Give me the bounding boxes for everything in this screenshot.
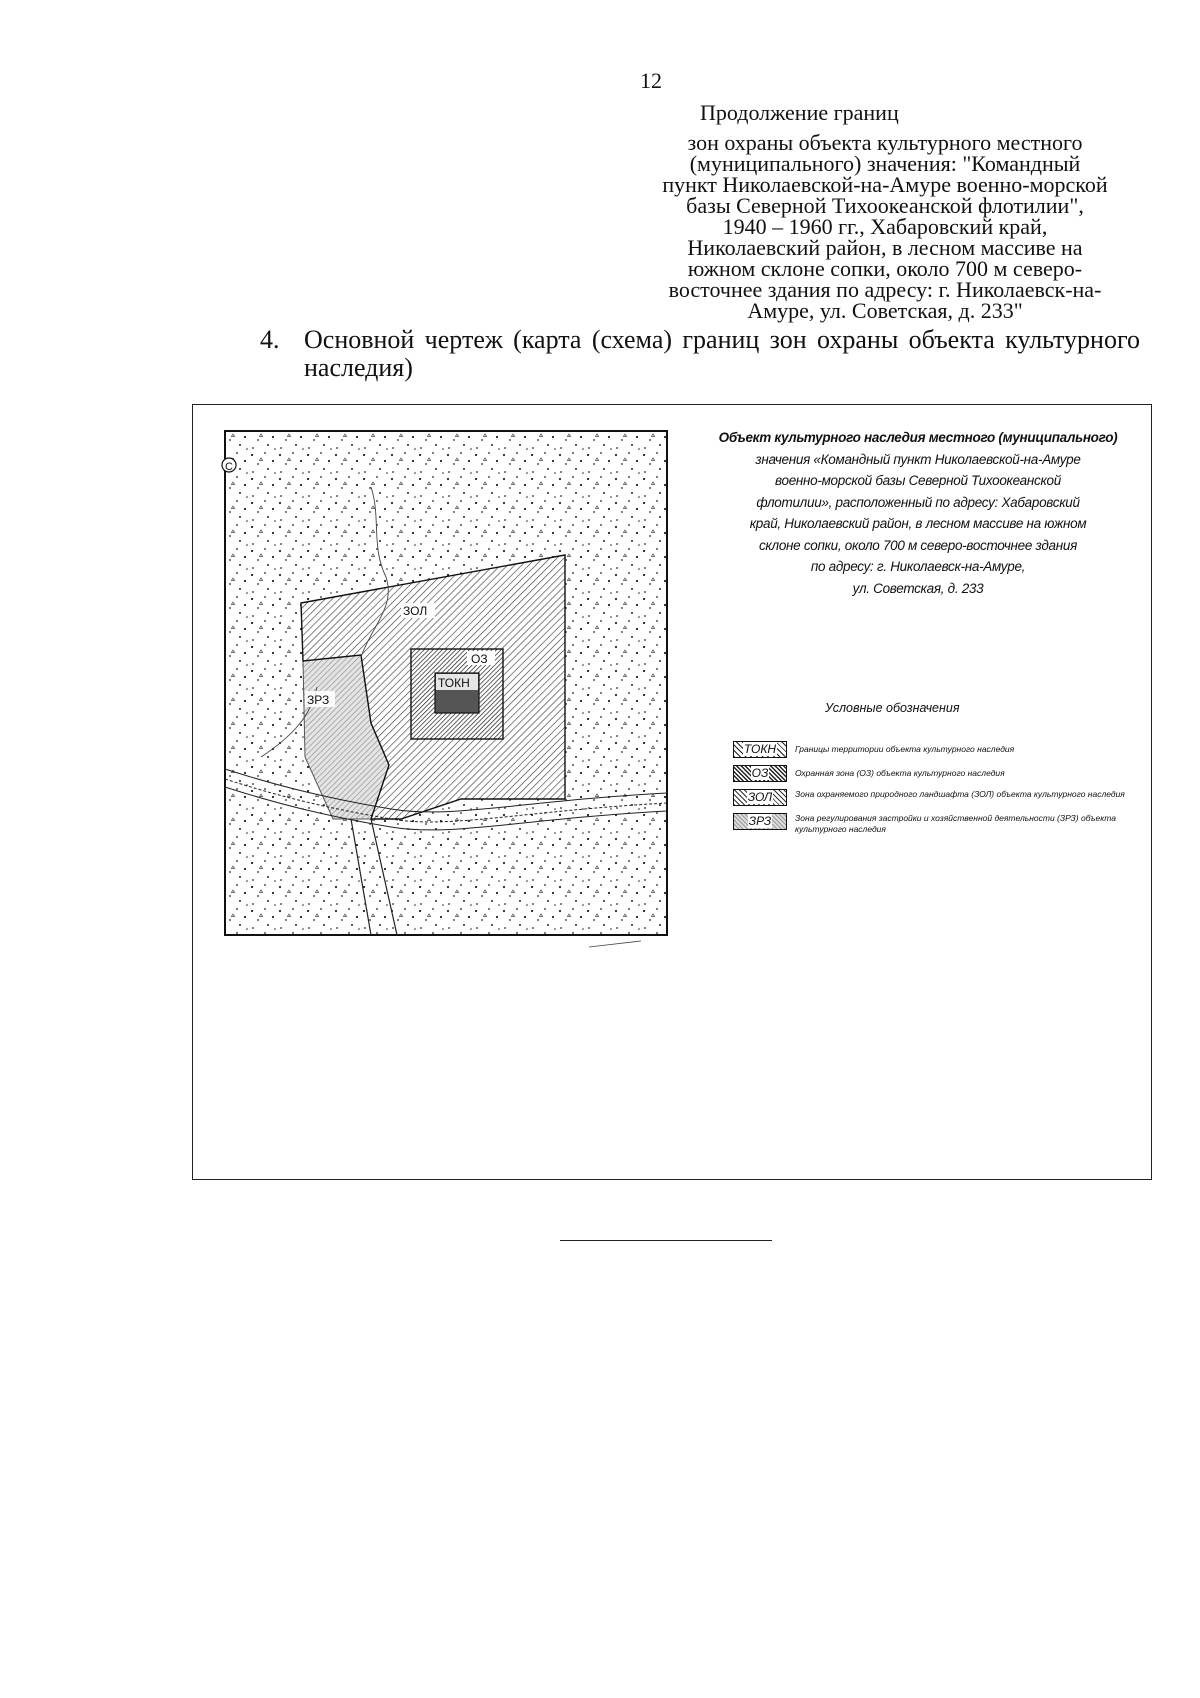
header-line: восточнее здания по адресу: г. Николаевск-на- [668,277,1102,302]
header-line: базы Северной Тихоокеанской флотилии", [686,193,1084,218]
legend-label: Зона регулирования застройки и хозяйственной деятельности (ЗРЗ) объекта культурного наследия [795,813,1117,834]
bottom-rule [560,1240,772,1241]
object-title-line: край, Николаевский район, в лесном массиве на южном [749,516,1087,531]
scale-bar [589,941,641,947]
object-title-line: значения «Командный пункт Николаевской-на-Амуре [755,451,1081,467]
zol-label: ЗОЛ [403,604,428,618]
legend-title: Условные обозначения [825,701,960,715]
north-label: С [225,461,233,473]
legend-item-zrz [733,813,1133,834]
legend-swatch-tokn: ТОКН [733,741,787,758]
header-block [630,132,1140,321]
header-line: 1940 – 1960 гг., Хабаровский край, [722,214,1048,239]
continuation-title: Продолжение границ [700,100,899,125]
zrz-label: ЗРЗ [307,693,330,707]
legend-label: Зона охраняемого природного ландшафта (ЗОЛ) объекта культурного наследия [795,789,1125,799]
object-title-line: ул. Советская, д. 233 [852,580,984,596]
object-title-line: военно-морской базы Северной Тихоокеанской [775,473,1061,488]
object-title-line: флотилии», расположенный по адресу: Хабаровский [756,494,1080,510]
header-line: Николаевский район, в лесном массиве на [687,235,1083,260]
legend-label: Границы территории объекта культурного наследия [795,744,1015,754]
site-map [221,427,681,987]
oz-label: ОЗ [471,652,488,666]
legend-item-oz [733,765,1133,783]
legend-label: Охранная зона (ОЗ) объекта культурного наследия [795,768,1005,778]
section-number: 4. [260,325,280,354]
header-line: пункт Николаевской-на-Амуре военно-морской [662,172,1108,197]
header-line: южном склоне сопки, около 700 м северо- [687,256,1083,281]
legend-swatch-zrz: ЗРЗ [733,813,787,830]
header-line: Амуре, ул. Советская, д. 233" [747,298,1023,323]
page-number: 12 [640,68,662,93]
legend-swatch-oz: ОЗ [733,765,787,782]
object-title-line: склоне сопки, около 700 м северо-восточнее здания [758,537,1077,553]
map-figure [192,404,1152,1180]
legend-item-tokn [733,741,1133,759]
object-title [693,427,1143,599]
object-title-bold: Объект культурного наследия местного (муниципального) [718,430,1118,445]
header-line: (муниципального) значения: "Командный [689,151,1081,176]
legend-item-zol [733,789,1133,807]
header-line: зон охраны объекта культурного местного [687,130,1083,155]
legend-swatch-zol: ЗОЛ [733,789,787,806]
section-title: Основной чертеж (карта (схема) границ зон охраны объекта культурного наследия) [304,325,1140,382]
object-title-line: по адресу: г. Николаевск-на-Амуре, [810,559,1026,574]
tokn-label: ТОКН [438,676,470,690]
